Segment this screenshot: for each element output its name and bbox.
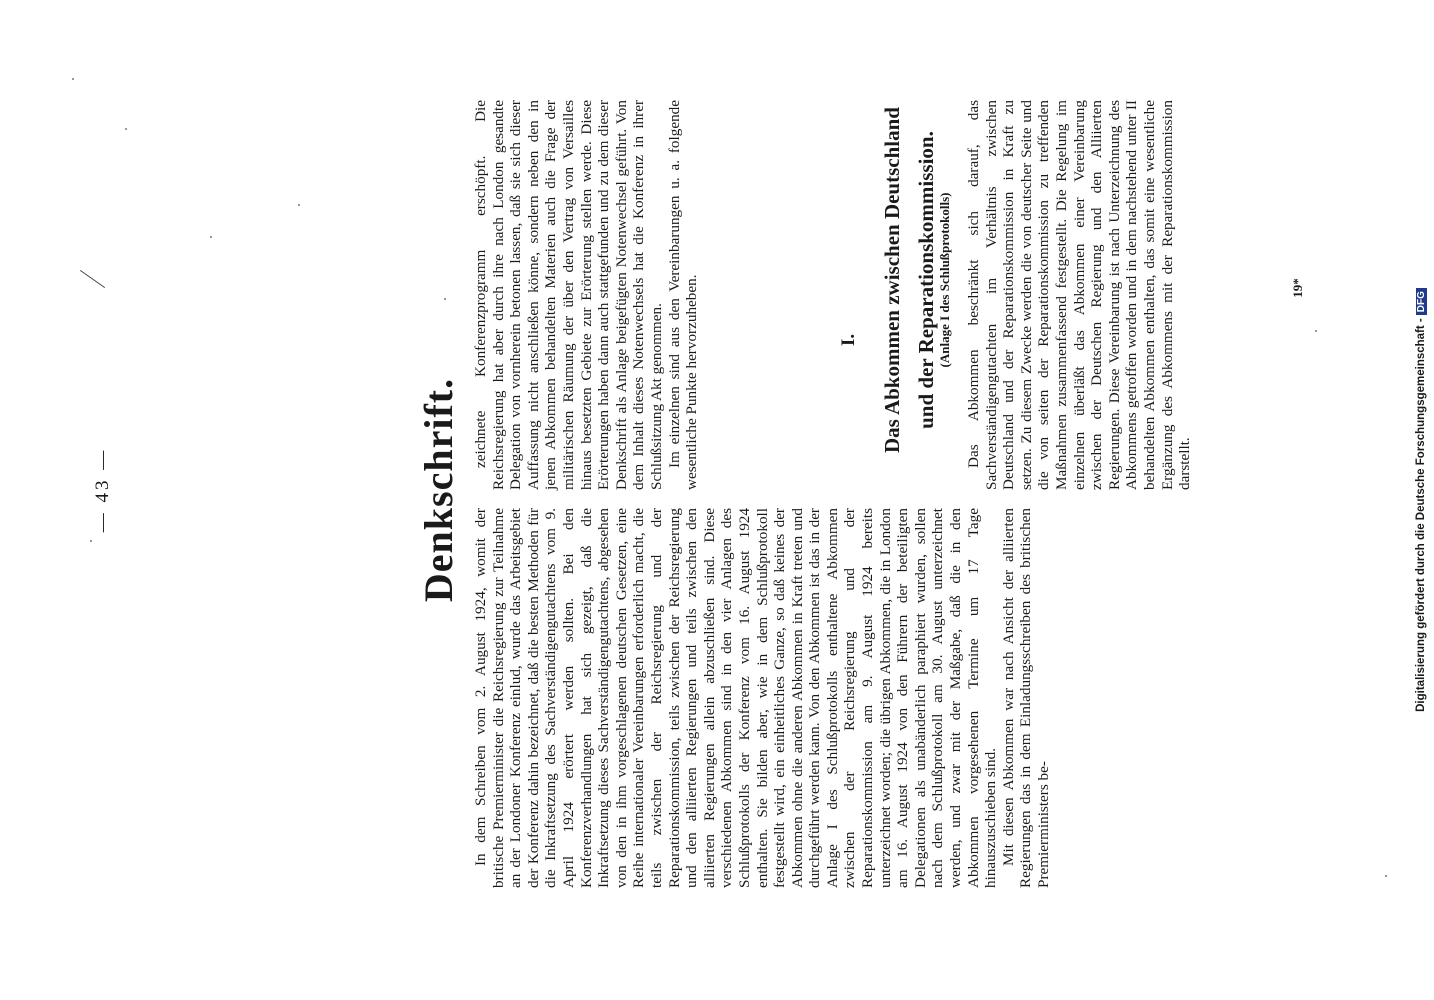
section-body [965,100,1194,490]
paragraph: In dem Schreiben vom 2. August 1924, womit der britische Premierminister die Reichsregierung zur Teilnahme an der Londoner Konferenz einlud, wurde das Arbeitsgebiet der Konferenz dahin bezeichnet, daß die besten Methoden für die Inkraftsetzung des Sachverständigengutachtens vom 9. April 1924 erörtert werden sollten. Bei den Konferenzverhandlungen hat sich gezeigt, daß die Inkraftsetzung dieses Sachverständigengutachtens, abgesehen von den in ihm vorgeschlagenen deutschen Gesetzen, eine Reihe internationaler Vereinbarungen erforderlich macht, die teils zwischen der Reichsregierung und der Reparationskommission, teils zwischen der Reichsregierung und den alliierten Regierungen und teils zwischen den alliierten Regierungen allein abzuschließen sind. Diese verschiedenen Abkommen sind in den vier Anlagen des Schlußprotokolls der Konferenz vom 16. August 1924 enthalten. Sie bilden aber, wie in dem Schlußprotokoll festgestellt wird, ein einheitliches Ganze, so daß keines der Abkommen ohne die anderen Abkommen in Kraft treten und durchgeführt werden kann. Von den Abkommen ist das in der Anlage I des Schlußprotokolls enthaltene Abkommen zwischen der Reichsregierung und der Reparationskommission am 9. August 1924 bereits unterzeichnet worden; die übrigen Abkommen, die in London am 16. August 1924 von den Führern der beteiligten Delegationen als unabänderlich paraphiert wurden, sollen nach dem Schlußprotokoll am 30. August unterzeichnet werden, und zwar mit der Maßgabe, daß die in den Abkommen vorgesehenen Termine um 17 Tage hinauszuschieben sind. [472,508,1000,888]
credit-text: Digitalisierung gefördert durch die Deutsche Forschungsgemeinschaft - [1415,318,1427,712]
scan-speck [298,204,300,206]
scan-speck [444,298,446,300]
sheet-signature: 19* [1290,278,1305,298]
page-number: — 43 — [92,447,113,533]
scan-speck [1385,875,1387,877]
paragraph: Das Abkommen beschränkt sich darauf, das Sachverständigengutachten im Verhältnis zwischen Deutschland und der Reparationskommission in Kraft zu setzen. Zu diesem Zwecke werden die von deutscher Seite und die von seiten der Reparationskommission zu treffenden Maßnahmen zusammenfassend festgestellt. Die Regelung im einzelnen überläßt das Abkommen einer Vereinbarung zwischen der Deutschen Regierung und den Alliierten Regierungen. Diese Vereinbarung ist nach Unterzeichnung des Abkommens getroffen worden und in dem nachstehend unter II behandelten Abkommen enthalten, das somit eine wesentliche Ergänzung des Abkommens mit der Reparationskommission darstellt. [965,100,1194,490]
dfg-logo: DFG [1416,288,1427,315]
scan-speck [90,540,92,542]
text-column-right [472,100,701,490]
section-number: I. [838,333,859,347]
page-title: Denkschrift. [416,377,461,603]
section-title [875,100,943,460]
text-column-left [472,508,1053,888]
paragraph: Mit diesen Abkommen war nach Ansicht der alliierten Regierungen das in dem Einladungsschreiben des britischen Premierministers be- [999,508,1052,888]
section-title-line: Das Abkommen zwischen Deutschland [880,107,904,453]
section-title-line: und der Reparationskommission. [914,131,938,429]
scan-speck [72,78,74,80]
scan-speck [210,236,212,238]
section-subtitle: (Anlage I des Schlußprotokolls) [937,192,952,368]
digitization-credit [1415,0,1427,1000]
scan-speck [1315,330,1317,332]
paragraph: zeichnete Konferenzprogramm erschöpft. Die Reichsregierung hat aber durch ihre nach London gesandte Delegation von vornherein betonen lassen, daß sie sich dieser Auffassung nicht anschließen könne, sondern neben den in jenen Abkommen behandelten Materien auch die Frage der militärischen Räumung der über den Vertrag von Versailles hinaus besetzten Gebiete zur Erörterung stellen werde. Diese Erörterungen haben dann auch stattgefunden und zu dem dieser Denkschrift als Anlage beigefügten Notenwechsel geführt. Von dem Inhalt dieses Notenwechsels hat die Konferenz in ihrer Schlußsitzung Akt genommen. [472,100,665,490]
scan-speck [125,128,127,130]
pencil-mark [80,270,105,288]
paragraph: Im einzelnen sind aus den Vereinbarungen u. a. folgende wesentliche Punkte hervorzuheben. [665,100,701,490]
